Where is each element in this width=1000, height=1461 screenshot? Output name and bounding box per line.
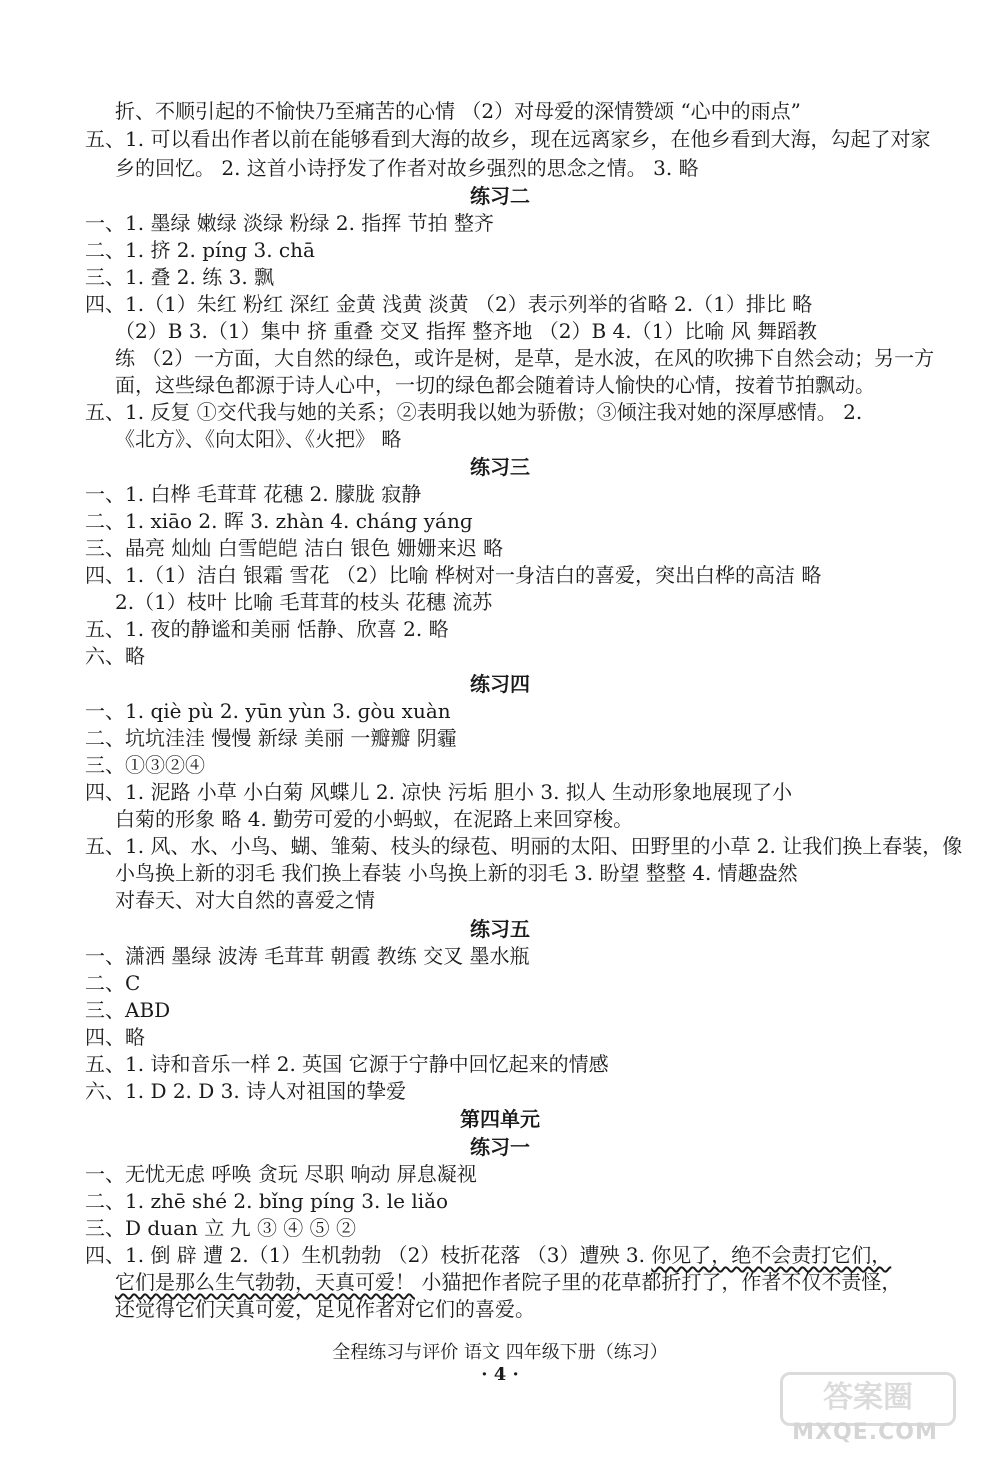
answer-line: 六、略: [85, 644, 145, 668]
watermark-site: MXQE.COM: [792, 1420, 938, 1445]
answer-line: 二、C: [85, 971, 141, 995]
book-footer: 全程练习与评价 语文 四年级下册（练习）: [332, 1342, 668, 1363]
answer-line: 四、略: [85, 1025, 145, 1049]
answer-line: 四、1. 泥路 小草 小白菊 风蝶儿 2. 凉快 污垢 胆小 3. 拟人 生动形象地展现了小: [85, 780, 793, 804]
section-title: 练习三: [470, 455, 530, 479]
answer-line: 折、不顺引起的不愉快乃至痛苦的心情 （2）对母爱的深情赞颂 “心中的雨点”: [115, 99, 801, 123]
answer-line: 四、1.（1）洁白 银霜 雪花 （2）比喻 桦树对一身洁白的喜爱，突出白桦的高洁 略: [85, 563, 822, 587]
answer-line: [85, 1242, 891, 1268]
watermark: [760, 1370, 970, 1450]
answer-line: 三、①③②④: [85, 753, 205, 777]
underlined-quote: 它们是那么生气勃勃，天真可爱！: [115, 1270, 415, 1294]
answer-line: 《北方》、《向太阳》、《火把》 略: [115, 427, 402, 451]
answer-line: 一、潇洒 墨绿 波涛 毛茸茸 朝霞 教练 交叉 墨水瓶: [85, 944, 530, 968]
answer-line: 三、ABD: [85, 998, 171, 1022]
answer-line: 练 （2）一方面，大自然的绿色，或许是树，是草，是水波，在风的吹拂下自然会动；另一方: [115, 346, 935, 370]
answer-line: 五、1. 夜的静谧和美丽 恬静、欣喜 2. 略: [85, 617, 449, 641]
answer-line: 一、1. qiè pù 2. yūn yùn 3. ɡòu xuàn: [85, 699, 451, 723]
answer-line: 三、1. 叠 2. 练 3. 飘: [85, 265, 275, 289]
answer-line: 还觉得它们天真可爱，足见作者对它们的喜爱。: [115, 1297, 535, 1321]
answer-line: 四、1.（1）朱红 粉红 深红 金黄 浅黄 淡黄 （2）表示列举的省略 2.（1）排比 略: [85, 292, 813, 316]
answer-line: 二、坑坑洼洼 慢慢 新绿 美丽 一瓣瓣 阴霾: [85, 726, 457, 750]
answer-line: 白菊的形象 略 4. 勤劳可爱的小蚂蚁，在泥路上来回穿梭。: [115, 807, 634, 831]
page-number: · 4 ·: [481, 1364, 519, 1385]
underlined-quote: 你见了，绝不会责打它们，: [651, 1243, 892, 1267]
section-title: 练习二: [470, 184, 530, 208]
answer-line: [115, 1269, 901, 1295]
answer-line: 三、D duan 立 九 ③ ④ ⑤ ②: [85, 1216, 357, 1240]
answer-line: 二、1. 挤 2. pínɡ 3. chā: [85, 238, 315, 262]
answer-line: 五、1. 风、水、小鸟、蝴、雏菊、枝头的绿苞、明丽的太阳、田野里的小草 2. 让我们换上春装，像: [85, 834, 963, 858]
answer-line: 二、1. xiāo 2. 晖 3. zhàn 4. chánɡ yánɡ: [85, 509, 473, 533]
section-title: 练习四: [470, 672, 530, 696]
answer-line: 一、1. 白桦 毛茸茸 花穗 2. 朦胧 寂静: [85, 482, 422, 506]
answer-line: 2.（1）枝叶 比喻 毛茸茸的枝头 花穗 流苏: [115, 590, 493, 614]
answer-line: 面，这些绿色都源于诗人心中，一切的绿色都会随着诗人愉快的心情，按着节拍飘动。: [115, 373, 875, 397]
answer-line: 一、无忧无虑 呼唤 贪玩 尽职 响动 屏息凝视: [85, 1162, 477, 1186]
answer-line: 六、1. D 2. D 3. 诗人对祖国的挚爱: [85, 1079, 407, 1103]
section-title: 练习五: [470, 917, 530, 941]
answer-text: 四、1. 倒 辟 遭 2.（1）生机勃勃 （2）枝折花落 （3）遭殃 3.: [85, 1243, 652, 1267]
answer-line: 五、1. 可以看出作者以前在能够看到大海的故乡，现在远离家乡，在他乡看到大海，勾起了对家: [85, 127, 931, 151]
answer-line: 二、1. zhē shé 2. bǐnɡ pínɡ 3. le liǎo: [85, 1189, 449, 1213]
answer-line: 对春天、对大自然的喜爱之情: [115, 888, 375, 912]
answer-line: 小鸟换上新的羽毛 我们换上春装 小鸟换上新的羽毛 3. 盼望 整整 4. 情趣盎然: [115, 861, 798, 885]
watermark-logo: 答案圈: [780, 1372, 956, 1426]
answer-line: 五、1. 诗和音乐一样 2. 英国 它源于宁静中回忆起来的情感: [85, 1052, 609, 1076]
unit-title: 第四单元: [460, 1107, 540, 1131]
answer-line: 五、1. 反复 ①交代我与她的关系；②表明我以她为骄傲；③倾注我对她的深厚感情。 2.: [85, 400, 863, 424]
answer-text: 小猫把作者院子里的花草都折打了，作者不仅不责怪，: [415, 1270, 902, 1294]
answer-line: 乡的回忆。 2. 这首小诗抒发了作者对故乡强烈的思念之情。 3. 略: [115, 156, 699, 180]
answer-line: 三、晶亮 灿灿 白雪皑皑 洁白 银色 姗姗来迟 略: [85, 536, 504, 560]
answer-line: 一、1. 墨绿 嫩绿 淡绿 粉绿 2. 指挥 节拍 整齐: [85, 211, 495, 235]
section-title: 练习一: [470, 1135, 530, 1159]
answer-line: （2）B 3.（1）集中 挤 重叠 交叉 指挥 整齐地 （2）B 4.（1）比喻 风 舞蹈教: [115, 319, 818, 343]
